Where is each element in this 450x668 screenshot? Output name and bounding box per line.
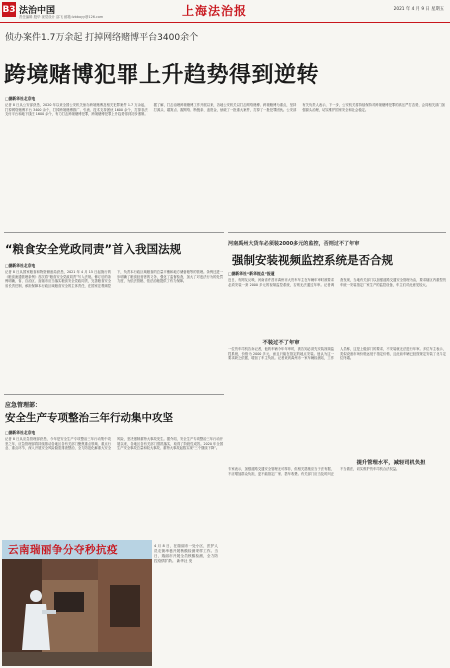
safety-byline: □据新华社北京电 (5, 430, 36, 435)
divider (228, 232, 446, 233)
safety-headline: 安全生产专项整治三年行动集中攻坚 (5, 412, 173, 424)
news-photo (2, 540, 152, 666)
lead-kicker: 侦办案件1.7万余起 打掉网络赌博平台3400余个 (5, 33, 199, 43)
section-title: 法治中国 (19, 6, 56, 16)
henan-kicker: 河南禹州大货车必须装2000多元的监控，否则过不了年审 (228, 241, 360, 247)
newspaper-logo: 上海法治报 (182, 4, 248, 18)
safety-kicker: 应急管理部： (5, 402, 42, 409)
lead-body: 记者 8 日从公安部获悉，2020 年以来全国公安机关侦办跨境赌博及相关犯罪案件 1.7 万余起，打掉网络赌博平台 3400 余个，打掉跨境赌博推广、引流、技术支持团伙 1600 余个，打掉非法支付平台和地下钱庄 1600 余个，有力打击跨境赌博犯罪，跨境赌博犯罪上升趋势得到初步遏制。据了解，打击治理跨境赌博工作开展以来，各地公安机关以打击网络赌博、跨境赌博为重点，坚持打源头、端窝点、摧网络、断链条、追资金，侦破了一批重大案件，打掉了一批犯罪团伙。公安部有关负责人表示，下一步，公安机关将持续保持对跨境赌博犯罪的高压严打态势，会同相关部门加强源头治理，切实维护国家安全和社会稳定。 (5, 103, 445, 117)
henan-end: 专家表示，加强道路交通安全管理无可厚非，但相关措施应当于法有据，不应增加群众负担，更不能指定厂家、搭车收费。有关部门应当及时纠正不当做法，切实维护货车司机合法权益。 (228, 467, 400, 476)
photo-title: 云南瑞丽争分夺秒抗疫 (2, 540, 152, 559)
divider (4, 394, 224, 395)
grain-body: 记者 8 日从国家粮食和物资储备局获悉，2021 年 4 月 15 日起施行的《粮食流通管理条例》首次将“粮食安全党政同责”写入法规。修订后的条例明确，省、自治区、直辖市应当落实粮食安全党政同责，完善粮食安全省长责任制，承担保障本行政区域粮食安全的主体责任，在国家宏观调控下，负责本行政区域粮食的总量平衡和地方储备粮等的管理。条例还进一步明确了粮食经营者的义务，强化了监督检查，加大了对违法行为的处罚力度，为依法管粮、依法治粮提供了有力保障。 (5, 270, 223, 288)
grain-byline: □据新华社北京电 (5, 263, 36, 268)
henan-subhead-2: 提升管理水平，减轻司机负担 (356, 460, 426, 466)
safety-body: 记者 8 日从应急管理部获悉，今年是安全生产专项整治三年行动集中攻坚之年，应急管理部将持续推动各地区各有关部门聚焦重点领域、重点行业、重点环节，深入开展安全风险隐患排查整治，全力防范化解重大安全风险，坚决遏制重特大事故发生。据介绍，安全生产专项整治三年行动开展以来，各地区各有关部门狠抓落实，取得了阶段性成效。2020 年全国生产安全事故总量和较大事故、重特大事故起数实现“三个继续下降”。 (5, 437, 223, 451)
lead-headline: 跨境赌博犯罪上升趋势得到逆转 (4, 63, 320, 88)
divider (4, 232, 224, 233)
page-number-badge: B3 (2, 2, 16, 17)
henan-middle: 一位货车司机告诉记者，他的车辆今年年审时，被告知必须先安装视频监控系统，价格为 2000 多元，而且只能在指定的地点安装。他认为这一要求缺乏依据，增加了车主负担。记者来到禹州市一家车辆检测站，工作人员称，这是上级部门的要求，不安装就无法进行年审。多位车主表示，类似设备市场价格远低于指定价格，且此前车辆已经按规定安装了北斗定位终端。 (228, 347, 446, 361)
photo-caption: 4 月 8 日，在瑞丽市一处小区，医护人员走街串巷开展核酸检测采样工作。当日，瑞丽市开展全员核酸检测，全力防控疫情扩散。 新华社 发 (154, 544, 218, 563)
grain-headline: “粮食安全党政同责”首入我国法规 (5, 242, 182, 256)
henan-subhead-1: 不装过不了年审 (262, 340, 300, 346)
henan-byline: □据新华社“新华视点”报道 (228, 271, 275, 276)
lead-byline: □据新华社北京电 (5, 96, 36, 101)
henan-intro: 近日，有网友反映，河南省许昌市禹州市大货车车主在车辆年审时被要求必须安装一套 2000 多元的视频监控系统，否则无法通过年审。记者调查发现，当地有关部门以加强道路交通安全管理为由，要求辖区内重型货车统一安装指定厂家生产的监控设备，车主们对此意见较大。 (228, 278, 446, 287)
henan-headline: 强制安装视频监控系统是否合规 (232, 253, 393, 267)
issue-date: 2021 年 4 月 9 日 星期五 (393, 7, 444, 12)
editor-credit: 责任编辑 殷华 视觉设计 邵飞 邮箱:lzbboyy@126.com (19, 15, 104, 19)
